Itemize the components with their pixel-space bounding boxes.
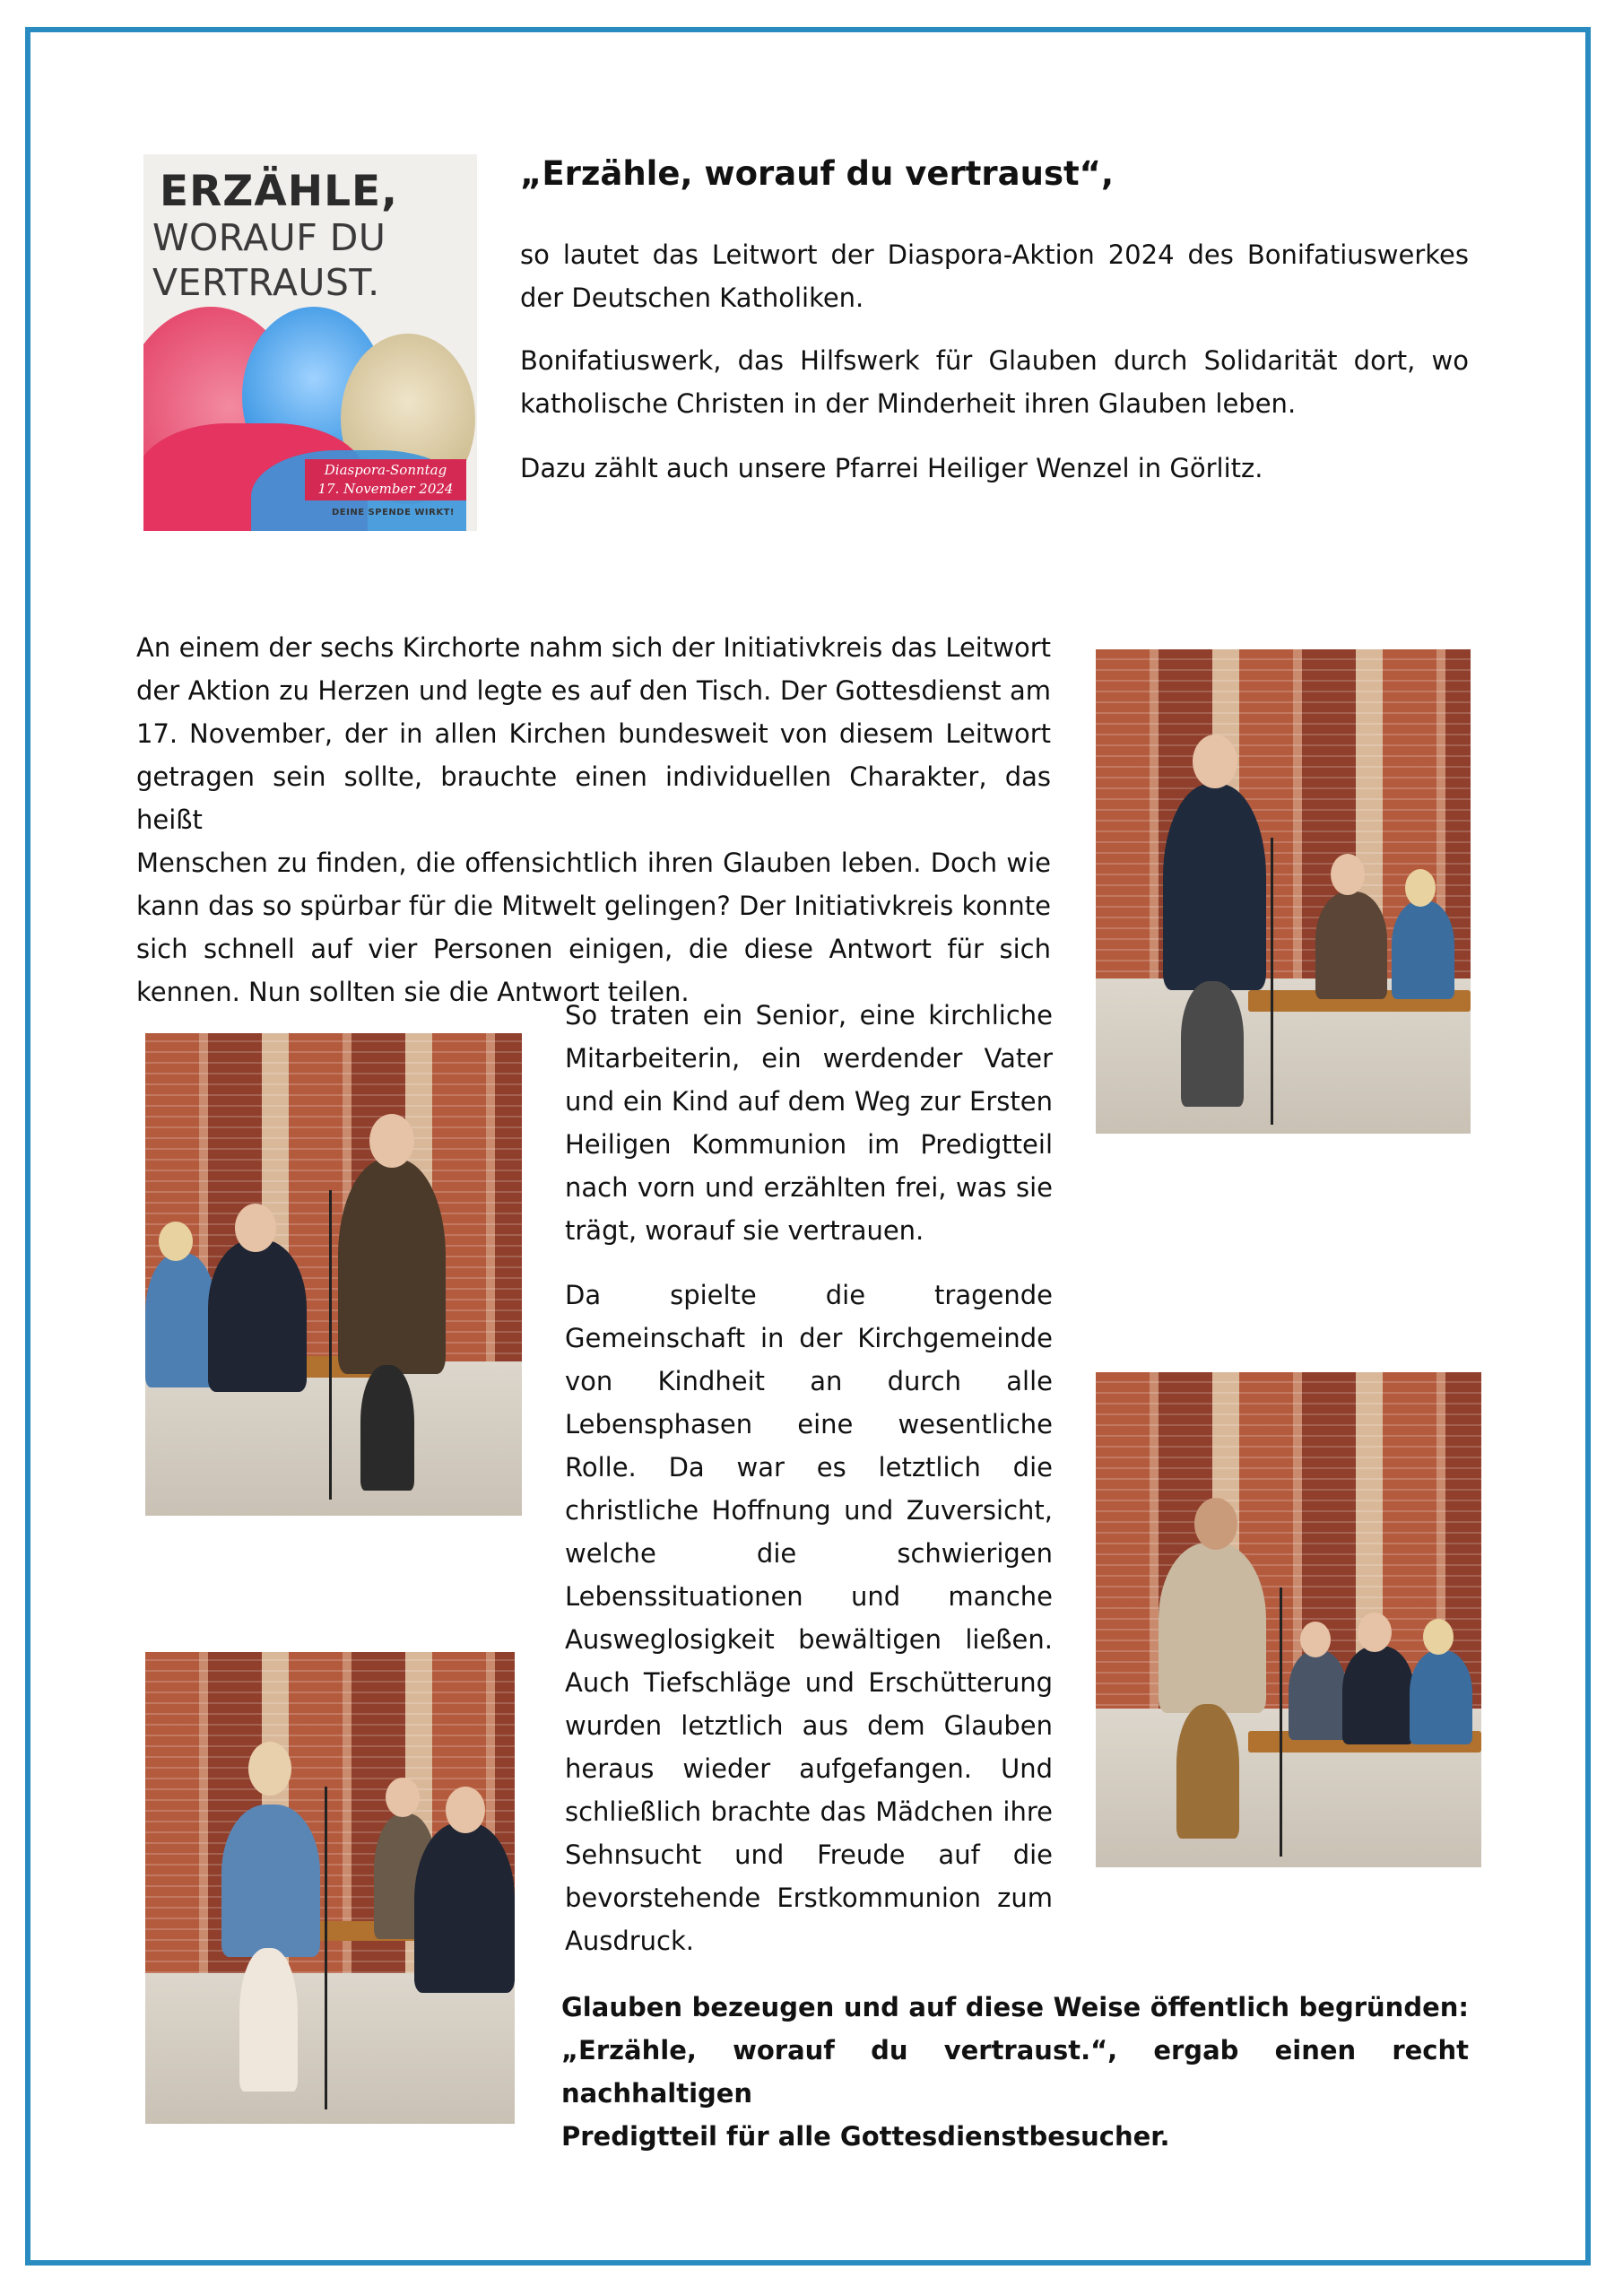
poster-subheading: WORAUF DU VERTRAUST.	[152, 216, 386, 304]
intro-paragraph-3: Dazu zählt auch unsere Pfarrei Heiliger Wenzel in Görlitz.	[520, 453, 1263, 483]
text-line: der Aktion zu Herzen und legte es auf den Tisch. Der Gottesdienst am	[136, 675, 1051, 706]
text-line: welche die schwierigen	[565, 1538, 1053, 1569]
text-line: Heiligen Kommunion im Predigtteil	[565, 1129, 1053, 1160]
photo-woman-speaking	[145, 1033, 522, 1516]
text-line: Ausweglosigkeit bewältigen ließen.	[565, 1624, 1053, 1655]
text-line: getragen sein sollte, brauchte einen individuellen Charakter, das heißt	[136, 761, 1051, 835]
text-line: schließlich brachte das Mädchen ihre	[565, 1796, 1053, 1827]
text-line: Rolle. Da war es letztlich die	[565, 1452, 1053, 1483]
text-line: kann das so spürbar für die Mitwelt gelingen? Der Initiativkreis konnte	[136, 891, 1051, 921]
text-line: christliche Hoffnung und Zuversicht,	[565, 1495, 1053, 1526]
body-paragraph-3	[565, 1274, 1053, 1962]
text-line: 17. November, der in allen Kirchen bundesweit von diesem Leitwort	[136, 718, 1051, 749]
poster-heading: ERZÄHLE,	[160, 167, 398, 216]
text-line: sich schnell auf vier Personen einigen, die diese Antwort für sich	[136, 934, 1051, 964]
page-title: „Erzähle, worauf du vertraust“,	[520, 154, 1115, 193]
text-line: nach vorn und erzählten frei, was sie	[565, 1172, 1053, 1203]
text-line: von Kindheit an durch alle	[565, 1366, 1053, 1396]
text-line: Da spielte die tragende	[565, 1280, 1053, 1310]
photo-senior-speaking	[1096, 649, 1471, 1134]
text-line: Mitarbeiterin, ein werdender Vater	[565, 1043, 1053, 1074]
text-line: Auch Tiefschläge und Erschütterung	[565, 1667, 1053, 1698]
text-line: „Erzähle, worauf du vertraust.“, ergab einen recht nachhaltigen	[561, 2035, 1469, 2109]
text-line: wurden letztlich aus dem Glauben	[565, 1710, 1053, 1741]
body-paragraph-1	[136, 626, 1051, 1013]
text-line: Lebensphasen eine wesentliche	[565, 1409, 1053, 1439]
text-line: trägt, worauf sie vertrauen.	[565, 1215, 924, 1246]
text-line: und ein Kind auf dem Weg zur Ersten	[565, 1086, 1053, 1117]
intro-paragraph-2: Bonifatiuswerk, das Hilfswerk für Glauben durch Solidarität dort, wo katholische Christen in der Minderheit ihren Glauben leben.	[520, 345, 1469, 419]
poster-tagline: DEINE SPENDE WIRKT!	[332, 508, 455, 517]
text-line: Sehnsucht und Freude auf die	[565, 1839, 1053, 1870]
intro-paragraph-1: so lautet das Leitwort der Diaspora-Aktion 2024 des Bonifatiuswerkes der Deutschen Katholiken.	[520, 239, 1469, 313]
photo-girl-speaking	[145, 1652, 515, 2124]
text-line: bevorstehende Erstkommunion zum	[565, 1883, 1053, 1913]
body-paragraph-2	[565, 994, 1053, 1252]
text-line: Menschen zu finden, die offensichtlich ihren Glauben leben. Doch wie	[136, 848, 1051, 878]
closing-paragraph	[561, 1986, 1469, 2158]
text-line: An einem der sechs Kirchorte nahm sich der Initiativkreis das Leitwort	[136, 632, 1051, 663]
campaign-poster	[143, 154, 477, 531]
poster-date-banner: Diaspora-Sonntag 17. November 2024	[305, 459, 466, 500]
text-line: Gemeinschaft in der Kirchgemeinde	[565, 1323, 1053, 1353]
text-line: kennen. Nun sollten sie die Antwort teilen.	[136, 977, 690, 1007]
text-line: Predigtteil für alle Gottesdienstbesucher.	[561, 2121, 1170, 2152]
text-line: Glauben bezeugen und auf diese Weise öffentlich begründen:	[561, 1992, 1469, 2022]
text-line: Lebenssituationen und manche	[565, 1581, 1053, 1612]
text-line: So traten ein Senior, eine kirchliche	[565, 1000, 1053, 1031]
text-line: Ausdruck.	[565, 1926, 694, 1956]
text-line: heraus wieder aufgefangen. Und	[565, 1753, 1053, 1784]
photo-father-speaking	[1096, 1372, 1481, 1867]
